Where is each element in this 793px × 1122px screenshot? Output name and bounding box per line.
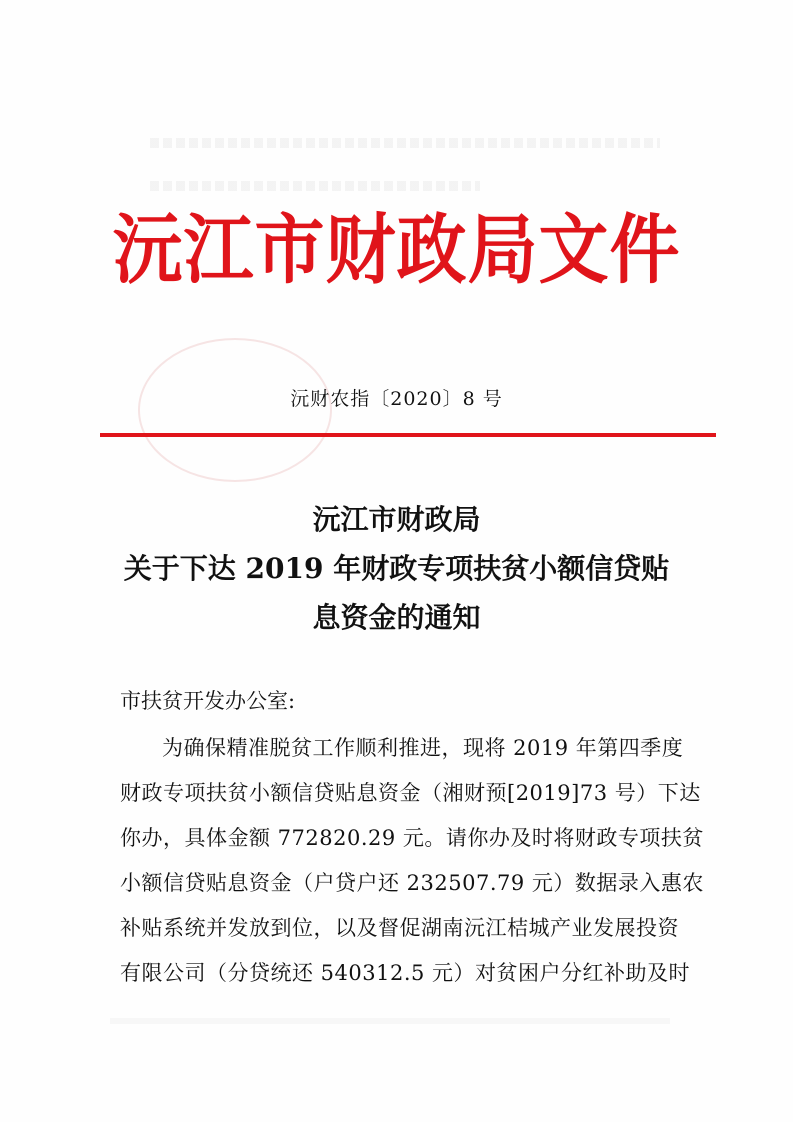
bleed-through-line xyxy=(150,181,480,191)
notice-title-line: 息资金的通知 xyxy=(312,601,481,634)
body-line: 财政专项扶贫小额信贷贴息资金（湘财预[2019]73 号）下达 xyxy=(120,781,701,805)
bleed-through-line xyxy=(150,138,660,148)
notice-title xyxy=(0,495,793,642)
bleed-through-line xyxy=(110,1018,670,1024)
body-line: 你办，具体金额 772820.29 元。请你办及时将财政专项扶贫 xyxy=(120,826,704,850)
body-line: 为确保精准脱贫工作顺利推进，现将 2019 年第四季度 xyxy=(162,736,684,760)
red-divider-line xyxy=(100,433,716,437)
recipient-salutation: 市扶贫开发办公室: xyxy=(120,689,296,713)
notice-title-line: 关于下达 2019 年财政专项扶贫小额信贷贴 xyxy=(123,552,670,585)
body-line: 有限公司（分贷统还 540312.5 元）对贫困户分红补助及时 xyxy=(120,961,691,985)
body-line: 小额信贷贴息资金（户贷户还 232507.79 元）数据录入惠农 xyxy=(120,871,704,895)
notice-title-line: 沅江市财政局 xyxy=(312,503,481,536)
document-header-title: 沅江市财政局文件 xyxy=(112,204,681,295)
body-line: 补贴系统并发放到位，以及督促湖南沅江桔城产业发展投资 xyxy=(120,916,679,940)
document-number: 沅财农指〔2020〕8 号 xyxy=(290,388,503,410)
body-paragraph xyxy=(120,730,704,1000)
